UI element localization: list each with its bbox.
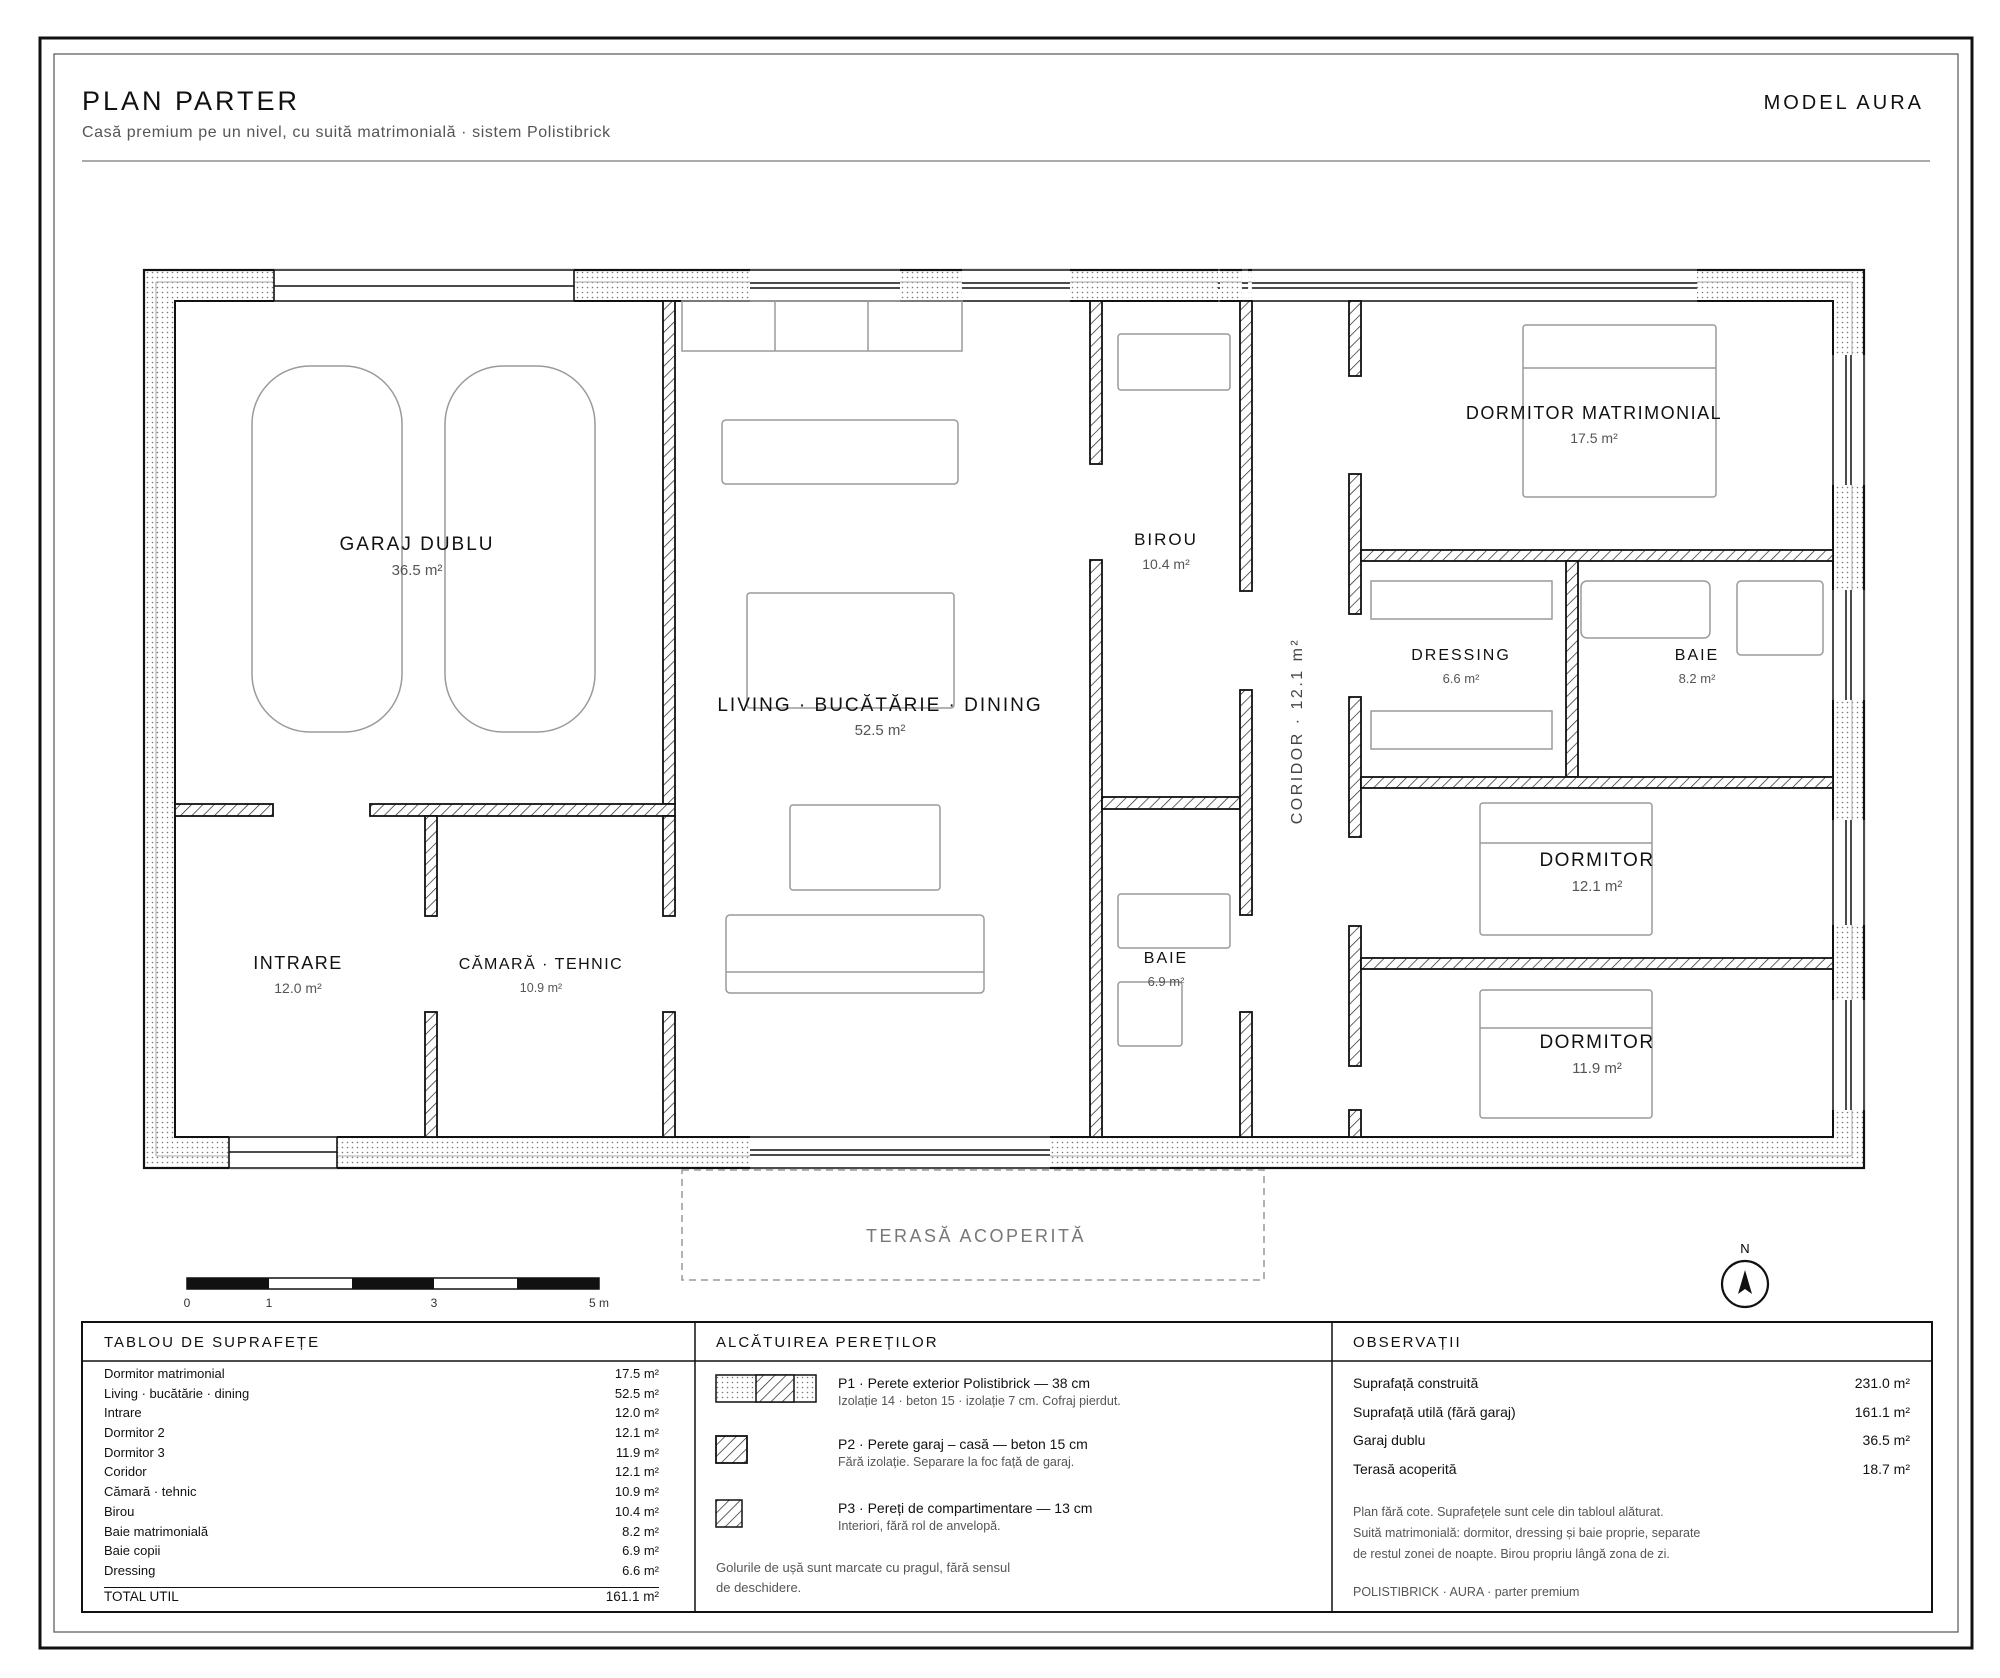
room-area-dormitor-matrimonial: 17.5 m² [1570,430,1618,446]
areas-total-value: 161.1 m² [605,1588,659,1604]
shower [1737,581,1823,655]
room-name-birou: BIROU [1134,530,1198,549]
observation-name: Suprafață construită [1353,1375,1479,1391]
interior-wall-segment [1240,301,1252,591]
window [1252,269,1697,302]
interior-wall-segment [1240,690,1252,915]
wardrobe-top [1371,581,1552,619]
room-area-dormitor2: 12.1 m² [1571,878,1623,895]
room-name-intrare: INTRARE [253,953,343,973]
area-row [104,1482,659,1502]
room-name-camara: CĂMARĂ · TEHNIC [458,956,624,973]
interior-wall-segment [1361,550,1833,561]
area-row-name: Baie copii [104,1543,161,1559]
area-row-value: 8.2 m² [622,1523,659,1539]
interior-walls [175,301,1833,1137]
north-label: N [1740,1241,1750,1256]
area-row [104,1462,659,1482]
area-row-name: Coridor [104,1464,147,1480]
area-row-name: Cămară · tehnic [104,1484,197,1500]
model-name: MODEL AURA [1763,92,1924,114]
interior-wall-segment [1566,561,1578,777]
area-row-name: Dressing [104,1562,156,1578]
wall-p3-sub: Interiori, fără rol de anvelopă. [838,1519,1001,1533]
window [1242,269,1248,302]
interior-wall-segment [1102,797,1240,809]
interior-wall-segment [663,301,675,804]
kids-bath-tub [1118,894,1230,948]
wall-p2-main: P2 · Perete garaj – casă — beton 15 cm [838,1436,1088,1452]
room-name-dormitor-matrimonial: DORMITOR MATRIMONIAL [1465,403,1723,423]
area-row-value: 12.1 m² [614,1425,659,1441]
kitchen-island [722,420,958,484]
interior-wall-segment [1349,474,1361,614]
page-title: PLAN PARTER [82,86,301,116]
wall-p2 [838,1436,1088,1469]
coffee-table [790,805,940,890]
interior-wall-segment [1090,560,1102,1137]
area-row-value: 12.1 m² [614,1464,659,1480]
area-row-name: Intrare [104,1405,142,1421]
area-row [104,1541,659,1561]
wardrobe-bottom [1371,711,1552,749]
area-row [104,1561,659,1581]
area-row-value: 52.5 m² [614,1385,659,1401]
scale-label-3: 3 [430,1296,438,1310]
room-name-garaj: GARAJ DUBLU [339,534,495,555]
area-row-name: Living · bucătărie · dining [104,1385,250,1401]
interior-wall-segment [1349,301,1361,376]
observation-note-2: Suită matrimonială: dormitor, dressing și baie proprie, separate [1353,1526,1701,1540]
wall-swatch-p1 [716,1375,816,1402]
scale-label-5: 5 m [588,1296,610,1310]
observation-value: 231.0 m² [1854,1375,1910,1391]
room-area-baie-copii: 6.9 m² [1147,974,1185,989]
interior-wall-segment [1349,926,1361,1066]
interior-wall-segment [663,1012,675,1137]
window [1832,1000,1865,1110]
kitchen-counter [682,301,962,351]
dining-table [747,593,954,708]
walls-title: ALCĂTUIREA PEREȚILOR [716,1334,939,1351]
observations-list [1353,1375,1910,1489]
area-row [104,1502,659,1522]
wall-swatch-p3 [716,1500,742,1527]
observation-name: Terasă acoperită [1353,1460,1457,1477]
areas-table-title: TABLOU DE SUPRAFEȚE [104,1334,321,1351]
area-row [104,1364,659,1384]
window [1218,269,1220,302]
window [1832,590,1865,700]
wall-p3 [838,1500,1092,1533]
area-row-value: 11.9 m² [615,1444,659,1460]
door-note [716,1558,1010,1598]
room-name-baie-copii: BAIE [1143,950,1189,967]
area-row-value: 6.9 m² [622,1543,659,1559]
interior-wall-segment [1090,301,1102,464]
area-row [104,1384,659,1404]
scale-label-0: 0 [183,1296,191,1310]
observation-row [1353,1432,1910,1461]
room-area-intrare: 12.0 m² [274,980,322,996]
interior-wall-segment [1349,1110,1361,1137]
area-row [104,1522,659,1542]
observation-value: 161.1 m² [1854,1403,1910,1420]
area-row-name: Baie matrimonială [104,1523,209,1539]
window [1832,820,1865,925]
area-row [104,1443,659,1463]
room-area-birou: 10.4 m² [1142,556,1190,572]
room-area-camara: 10.9 m² [519,981,563,995]
area-row [104,1423,659,1443]
area-row-name: Dormitor 3 [104,1444,165,1460]
interior-wall-segment [425,1012,437,1137]
interior-wall-segment [1349,697,1361,837]
covered-terrace [682,1170,1264,1280]
door-note-line1: Golurile de ușă sunt marcate cu pragul, fără sensul [716,1560,1011,1575]
observations-title: OBSERVAȚII [1353,1334,1462,1351]
areas-total-row [104,1587,659,1604]
observation-name: Suprafață utilă (fără garaj) [1353,1403,1516,1420]
room-area-dormitor3: 11.9 m² [1572,1060,1622,1077]
room-name-dormitor2: DORMITOR [1539,850,1655,871]
wall-p2-sub: Fără izolație. Separare la foc față de garaj. [838,1455,1075,1469]
interior-wall-segment [1240,1012,1252,1137]
window [750,1136,1050,1169]
window [1832,355,1865,485]
observation-row [1353,1461,1910,1490]
kids-bath-shower [1118,982,1182,1046]
entrance-door-opening [229,1136,337,1169]
room-name-baie-matrimoniala: BAIE [1674,647,1720,664]
areas-table [104,1364,659,1604]
interior-wall-segment [370,804,675,816]
wall-p1-main: P1 · Perete exterior Polistibrick — 38 cm [838,1375,1091,1391]
observation-value: 36.5 m² [1862,1432,1910,1448]
interior-wall-segment [663,816,675,916]
wall-p1 [838,1375,1121,1408]
office-desk [1118,334,1230,390]
area-row-value: 10.4 m² [614,1503,659,1519]
area-row-value: 10.9 m² [614,1484,659,1500]
area-row-value: 6.6 m² [622,1562,659,1578]
terrace-label: TERASĂ ACOPERITĂ [865,1226,1087,1246]
room-name-dormitor3: DORMITOR [1539,1032,1655,1053]
brand-footer: POLISTIBRICK · AURA · parter premium [1353,1585,1580,1599]
observations-notes [1353,1502,1700,1565]
door-note-line2: de deschidere. [716,1580,802,1595]
window [750,269,900,302]
bed-3 [1480,990,1655,1118]
page-subtitle: Casă premium pe un nivel, cu suită matrimonială · sistem Polistibrick [82,124,611,141]
area-row [104,1403,659,1423]
room-area-living: 52.5 m² [854,722,906,739]
scale-label-1: 1 [265,1296,273,1310]
room-name-coridor: CORIDOR · 12.1 m² [1289,637,1306,825]
observation-note-3: de restul zonei de noapte. Birou propriu lângă zona de zi. [1353,1547,1670,1561]
interior-wall-segment [1361,777,1833,788]
interior-wall-segment [425,816,437,916]
north-arrow [1722,1241,1768,1307]
scale-bar [184,1278,609,1310]
observation-row [1353,1404,1910,1433]
area-row-name: Birou [104,1503,135,1519]
area-row-value: 12.0 m² [614,1405,659,1421]
observation-value: 18.7 m² [1862,1460,1910,1477]
interior-wall-segment [1361,958,1833,969]
bathtub [1581,581,1710,638]
wall-p1-sub: Izolație 14 · beton 15 · izolație 7 cm. Cofraj pierdut. [838,1394,1121,1408]
observation-name: Garaj dublu [1353,1432,1426,1448]
room-area-baie-matrimoniala: 8.2 m² [1678,671,1716,686]
wall-p3-main: P3 · Pereți de compartimentare — 13 cm [838,1500,1093,1516]
observation-row [1353,1375,1910,1404]
wall-swatch-p2 [716,1436,747,1463]
interior-wall-segment [175,804,273,816]
room-area-garaj: 36.5 m² [391,562,443,579]
area-row-name: Dormitor 2 [104,1425,165,1441]
area-row-name: Dormitor matrimonial [104,1366,225,1381]
room-name-dressing: DRESSING [1411,647,1511,664]
garage-door-opening [274,269,574,302]
area-row-value: 17.5 m² [614,1366,659,1381]
room-name-living: LIVING · BUCĂTĂRIE · DINING [717,695,1043,716]
sofa [726,915,984,993]
observation-note-1: Plan fără cote. Suprafețele sunt cele din tabloul alăturat. [1353,1505,1664,1519]
window [962,269,1070,302]
areas-total-label: TOTAL UTIL [104,1588,179,1604]
room-area-dressing: 6.6 m² [1442,671,1480,686]
